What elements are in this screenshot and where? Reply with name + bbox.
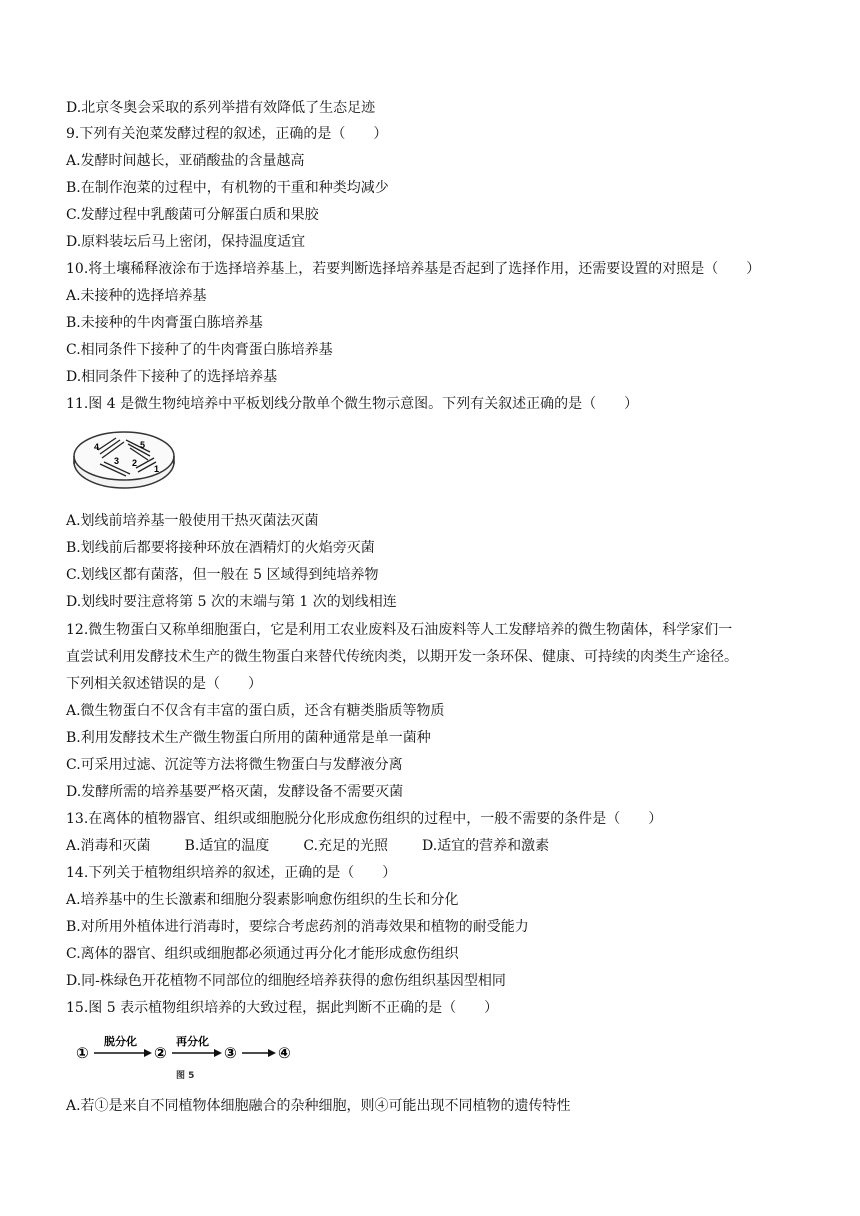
q10-option-c: C.相同条件下接种了的牛肉膏蛋白胨培养基 <box>66 342 333 358</box>
q13-option-c: C.充足的光照 <box>303 838 388 854</box>
q15-option-a: A.若①是来自不同植物体细胞融合的杂种细胞，则④可能出现不同植物的遗传特性 <box>66 1098 571 1114</box>
q9-option-c: C.发酵过程中乳酸菌可分解蛋白质和果胶 <box>66 207 319 223</box>
zone-label-2: 2 <box>132 458 138 468</box>
q13-options <box>66 836 583 856</box>
q12-stem-line3: 下列相关叙述错误的是（ ） <box>66 676 262 692</box>
q10-option-a: A.未接种的选择培养基 <box>66 288 207 304</box>
q13-option-a: A.消毒和灭菌 <box>66 838 151 854</box>
flow-label-redifferentiation: 再分化 <box>176 1035 209 1048</box>
q11-option-b: B.划线前后都要将接种环放在酒精灯的火焰旁灭菌 <box>66 540 375 556</box>
q10-option-b: B.未接种的牛肉膏蛋白胨培养基 <box>66 315 263 331</box>
q9-option-a: A.发酵时间越长，亚硝酸盐的含量越高 <box>66 153 305 169</box>
q12-option-b: B.利用发酵技术生产微生物蛋白所用的菌种通常是单一菌种 <box>66 730 431 746</box>
q13-option-b: B.适宜的温度 <box>184 838 270 854</box>
zone-label-5: 5 <box>140 440 146 450</box>
q14-option-c: C.离体的器官、组织或细胞都必须通过再分化才能形成愈伤组织 <box>66 946 459 962</box>
q14-option-d: D.同-株绿色开花植物不同部位的细胞经培养获得的愈伤组织基因型相同 <box>66 973 506 989</box>
petri-dish-figure <box>70 420 180 500</box>
flow-arrowhead-1 <box>144 1049 152 1057</box>
q11-option-a: A.划线前培养基一般使用干热灭菌法灭菌 <box>66 513 319 529</box>
flow-node-1: ① <box>76 1044 89 1062</box>
q10-stem: 10.将土壤稀释液涂布于选择培养基上，若要判断选择培养基是否起到了选择作用，还需要设置的对照是（ ） <box>66 261 761 277</box>
q15-stem: 15.图 5 表示植物组织培养的大致过程，据此判断不正确的是（ ） <box>66 1000 499 1016</box>
q13-option-d: D.适宜的营养和激素 <box>421 838 550 854</box>
flow-node-3: ③ <box>224 1044 237 1062</box>
q9-option-d: D.原料装坛后马上密闭，保持温度适宜 <box>66 234 306 250</box>
q8-option-d: D.北京冬奥会采取的系列举措有效降低了生态足迹 <box>66 100 376 116</box>
q11-stem: 11.图 4 是微生物纯培养中平板划线分散单个微生物示意图。下列有关叙述正确的是（ ） <box>66 396 639 412</box>
flow-label-dedifferentiation: 脱分化 <box>104 1035 137 1048</box>
zone-label-4: 4 <box>94 442 100 452</box>
q14-option-a: A.培养基中的生长激素和细胞分裂素影响愈伤组织的生长和分化 <box>66 892 459 908</box>
q12-option-d: D.发酵所需的培养基要严格灭菌，发酵设备不需要灭菌 <box>66 784 404 800</box>
zone-label-1: 1 <box>154 464 160 474</box>
zone-label-3: 3 <box>114 456 120 466</box>
flow-node-2: ② <box>154 1044 167 1062</box>
q12-option-c: C.可采用过滤、沉淀等方法将微生物蛋白与发酵液分离 <box>66 757 403 773</box>
q11-option-c: C.划线区都有菌落，但一般在 5 区域得到纯培养物 <box>66 567 379 583</box>
q11-option-d: D.划线时要注意将第 5 次的末端与第 1 次的划线相连 <box>66 594 397 610</box>
q14-option-b: B.对所用外植体进行消毒时，要综合考虑药剂的消毒效果和植物的耐受能力 <box>66 919 529 935</box>
q9-option-b: B.在制作泡菜的过程中，有机物的干重和种类均减少 <box>66 180 389 196</box>
q10-option-d: D.相同条件下接种了的选择培养基 <box>66 369 278 385</box>
flow-arrowhead-2 <box>214 1049 222 1057</box>
q12-stem-line1: 12.微生物蛋白又称单细胞蛋白，它是利用工农业废料及石油废料等人工发酵培养的微生物菌体，科学家们一 <box>66 622 733 638</box>
q12-stem-line2: 直尝试利用发酵技术生产的微生物蛋白来替代传统肉类，以期开发一条环保、健康、可持续的肉类生产途径。 <box>66 649 738 665</box>
q9-stem: 9.下列有关泡菜发酵过程的叙述，正确的是（ ） <box>66 126 388 142</box>
flow-node-4: ④ <box>278 1044 291 1062</box>
q12-option-a: A.微生物蛋白不仅含有丰富的蛋白质，还含有糖类脂质等物质 <box>66 703 445 719</box>
flow-arrowhead-3 <box>268 1049 276 1057</box>
tissue-culture-flow-figure <box>74 1034 314 1082</box>
q13-stem: 13.在离体的植物器官、组织或细胞脱分化形成愈伤组织的过程中，一般不需要的条件是（ ） <box>66 811 663 827</box>
figure-5-caption: 图 5 <box>176 1071 195 1081</box>
q14-stem: 14.下列关于植物组织培养的叙述，正确的是（ ） <box>66 865 397 881</box>
